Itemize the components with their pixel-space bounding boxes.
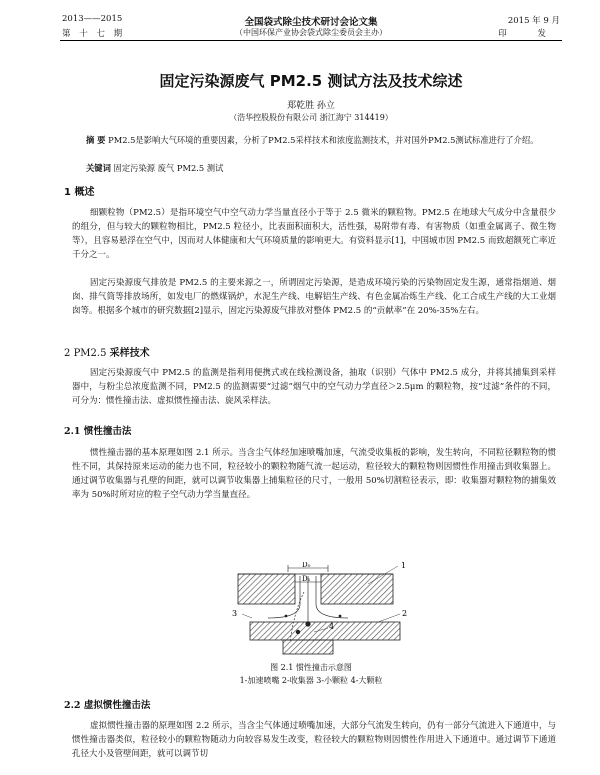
- section-1-paragraph-2: 固定污染源废气排放是 PM2.5 的主要来源之一，所谓固定污染源，是造成环境污染的污染物固定发生源，通常指烟道、烟囱、排气筒等排放场所，如发电厂的燃煤锅炉，水泥生产线、电解铝生产线、有色金属冶炼生产线、化工合成生产线的大工业烟囱等。根据多个城市的研究数据[2]显示，固定污染源废气排放对整体 PM2.5 的“贡献率”在 20%-35%左右。: [72, 278, 556, 316]
- section-2-paragraph-1: 固定污染源废气中 PM2.5 的监测是指利用便携式或在线检测设备，抽取（识别）气体中 PM2.5 成分，并将其捕集到采样器中，与粉尘总浓度监测不同，PM2.5 的监测需要“过滤”烟气中的空气动力学直径＞2.5μm 的颗粒物，按“过滤”条件的不同，可分为：惯性撞击法、虚拟惯性撞击法、旋风采样法。: [72, 368, 556, 406]
- section-2-heading: 2 PM2.5 采样技术: [64, 348, 150, 359]
- abstract-label: 摘 要: [86, 135, 106, 145]
- figure-label-d0: D₀: [302, 562, 311, 569]
- header-print: 印 发: [498, 29, 560, 39]
- section-1-paragraph-1: 细颗粒物（PM2.5）是指环境空气中空气动力学当量直径小于等于 2.5 微米的颗粒物。PM2.5 在地球大气成分中含量很少的组分，但与较大的颗粒物相比，PM2.5 粒径小，比表面积面积大，活性强，易附带有毒、有害物质（如重金属离子、微生物等），且容易悬浮在空气中，因而对人体健康和大气环境质量的影响更大。有资料显示[1]，中国城市因 PM2.5 而致超额死亡率近千分之一。: [72, 208, 556, 260]
- figure-callout-4: 4: [329, 622, 335, 631]
- subsection-2-2-heading: 2.2 虚拟惯性撞击法: [64, 700, 151, 711]
- figure-label-d1: D₁: [302, 575, 311, 583]
- paper-title: 固定污染源废气 PM2.5 测试方法及技术综述: [159, 72, 463, 90]
- figure-callout-1: 1: [401, 562, 407, 570]
- header-journal: 全国袋式除尘技术研讨会论文集: [244, 17, 378, 28]
- subsection-2-1-paragraph: 惯性撞击器的基本原理如图 2.1 所示。当含尘气体经加速喷嘴加速，气流受收集板的影响，发生转向，不同粒径颗粒物的惯性不同，其保持原来运动的能力也不同，粒径较小的颗粒物随气流一起运动，粒径较大的颗粒物则因惯性作用撞击到收集器上。通过调节收集器与孔壁的间距，就可以调节收集器上捕集粒径的尺寸，一般用 50%切割粒径表示，即：收集器对颗粒物的捕集效率为 50%时所对应的粒子空气动力学当量直径。: [72, 448, 556, 500]
- subsection-2-2-paragraph: 虚拟惯性撞击器的原理如图 2.2 所示，当含尘气体通过喷嘴加速，大部分气流发生转向，仍有一部分气流进入下通道中，与惯性撞击器类似，粒径较小的颗粒物随动力向较容易发生改变，粒径较大的颗粒物则因惯性作用进入下通道中。通过调节下通道孔径大小及管壁间距，就可以调节切: [72, 721, 556, 759]
- header-publisher: （中国环保产业协会袋式除尘委员会主办）: [235, 28, 387, 37]
- nozzle-walls: [238, 574, 393, 604]
- figure-legend: 1-加速喷嘴 2-收集器 3-小颗粒 4-大颗粒: [239, 676, 383, 685]
- figure-caption: 图 2.1 惯性撞击示意图: [270, 663, 352, 672]
- figure-callout-3: 3: [232, 609, 238, 618]
- keywords: [86, 162, 223, 174]
- abstract: [70, 133, 555, 147]
- subsection-2-1-heading: 2.1 惯性撞击法: [64, 426, 132, 437]
- collector-plate: [250, 622, 400, 654]
- authors: 郑乾胜 孙立: [287, 101, 335, 111]
- header-volume: 第 十 七 期: [62, 29, 126, 39]
- section-1-heading: 1 概述: [64, 187, 95, 198]
- header-rule: [60, 40, 562, 41]
- keywords-text: 固定污染源 废气 PM2.5 测试: [113, 163, 224, 173]
- affiliation: （浩华控股股份有限公司 浙江海宁 314419）: [229, 113, 393, 122]
- keywords-label: 关键词: [86, 163, 111, 173]
- figure-inertial-impactor: [228, 562, 418, 657]
- running-header: [62, 14, 560, 54]
- figure-callout-2: 2: [402, 609, 408, 618]
- header-years: 2013——2015: [62, 14, 123, 24]
- header-date: 2015 年 9 月: [507, 16, 560, 26]
- abstract-text: PM2.5是影响大气环境的重要因素，分析了PM2.5采样技术和浓度监测技术，并对国外PM2.5测试标准进行了介绍。: [108, 135, 539, 145]
